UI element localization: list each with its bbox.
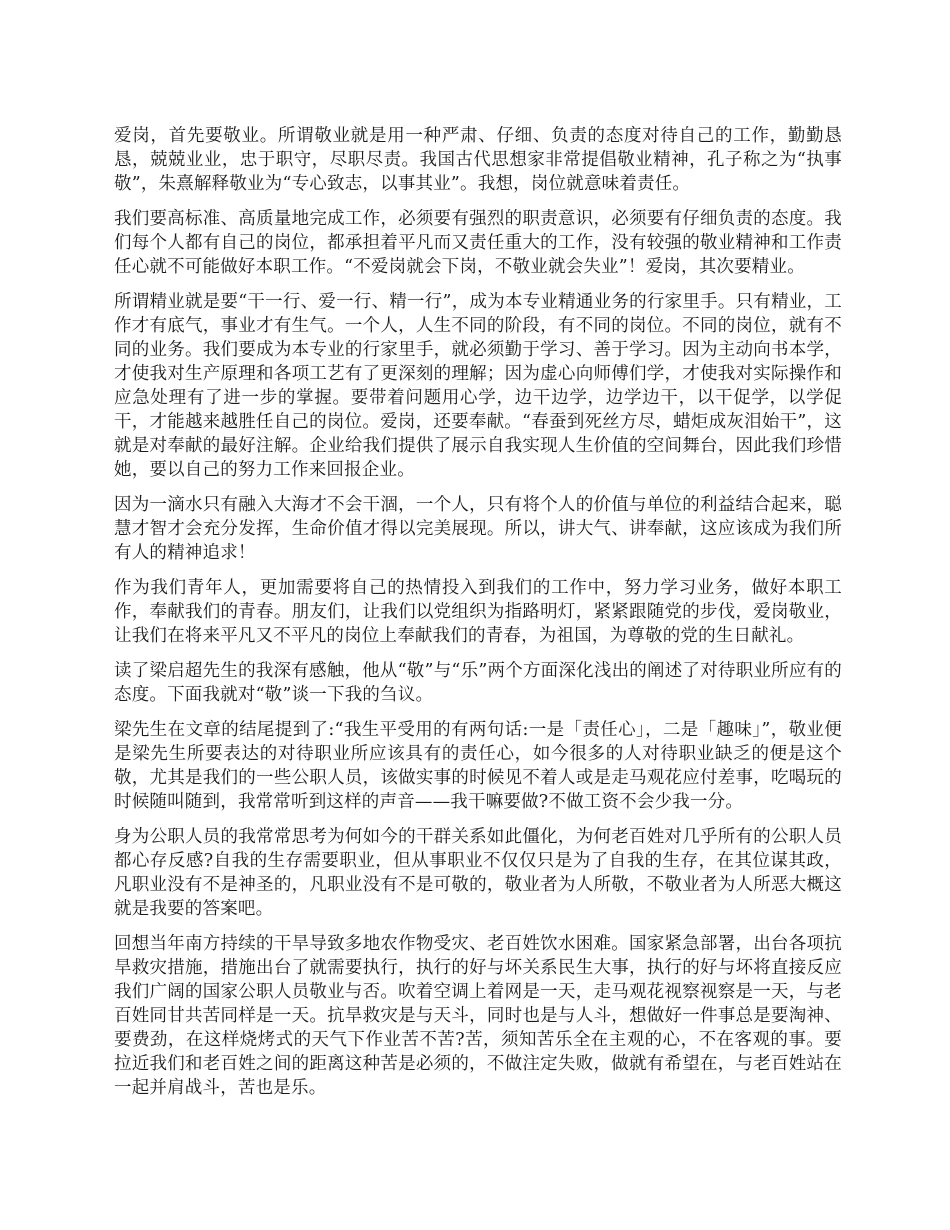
- paragraph: 梁先生在文章的结尾提到了:“我生平受用的有两句话:一是「责任心」，二是「趣味」”，敬业便是梁先生所要表达的对待职业所应该具有的责任心，如今很多的人对待职业缺乏的便是这个敬，尤其是我们的一些公职人员，该做实事的时候见不着人或是走马观花应付差事，吃喝玩的时候随叫随到，我常常听到这样的声音——我干嘛要做?不做工资不会少我一分。: [114, 720, 842, 812]
- document-body: [114, 124, 842, 1111]
- paragraph: 作为我们青年人，更加需要将自己的热情投入到我们的工作中，努力学习业务，做好本职工作，奉献我们的青春。朋友们，让我们以党组织为指路明灯，紧紧跟随党的步伐，爱岗敬业，让我们在将来平凡又不平凡的岗位上奉献我们的青春，为祖国，为尊敬的党的生日献礼。: [114, 578, 842, 646]
- paragraph: 身为公职人员的我常常思考为何如今的干群关系如此僵化，为何老百姓对几乎所有的公职人员都心存反感?自我的生存需要职业，但从事职业不仅仅只是为了自我的生存，在其位谋其政，凡职业没有不是神圣的，凡职业没有不是可敬的，敬业者为人所敬，不敬业者为人所恶大概这就是我要的答案吧。: [114, 827, 842, 919]
- paragraph: 爱岗，首先要敬业。所谓敬业就是用一种严肃、仔细、负责的态度对待自己的工作，勤勤恳恳，兢兢业业，忠于职守，尽职尽责。我国古代思想家非常提倡敬业精神，孔子称之为“执事敬”，朱熹解释敬业为“专心致志，以事其业”。我想，岗位就意味着责任。: [114, 126, 842, 194]
- paragraph: 因为一滴水只有融入大海才不会干涸，一个人，只有将个人的价值与单位的利益结合起来，聪慧才智才会充分发挥，生命价值才得以完美展现。所以，讲大气、讲奉献，这应该成为我们所有人的精神追求！: [114, 495, 842, 563]
- paragraph: 读了梁启超先生的我深有感触，他从“敬”与“乐”两个方面深化浅出的阐述了对待职业所应有的态度。下面我就对“敬”谈一下我的刍议。: [114, 661, 842, 705]
- paragraph: 所谓精业就是要“干一行、爱一行、精一行”，成为本专业精通业务的行家里手。只有精业，工作才有底气，事业才有生气。一个人，人生不同的阶段，有不同的岗位。不同的岗位，就有不同的业务。我们要成为本专业的行家里手，就必须勤于学习、善于学习。因为主动向书本学，才使我对生产原理和各项工艺有了更深刻的理解；因为虚心向师傅们学，才使我对实际操作和应急处理有了进一步的掌握。要带着问题用心学，边干边学，边学边干，以干促学，以学促干，才能越来越胜任自己的岗位。爱岗，还要奉献。“春蚕到死丝方尽，蜡炬成灰泪始干”，这就是对奉献的最好注解。企业给我们提供了展示自我实现人生价值的空间舞台，因此我们珍惜她，要以自己的努力工作来回报企业。: [114, 292, 842, 480]
- paragraph: 回想当年南方持续的干旱导致多地农作物受灾、老百姓饮水困难。国家紧急部署，出台各项抗旱救灾措施，措施出台了就需要执行，执行的好与坏关系民生大事，执行的好与坏将直接反应我们广阔的国家公职人员敬业与否。吹着空调上着网是一天，走马观花视察视察是一天，与老百姓同甘共苦同样是一天。抗旱救灾是与天斗，同时也是与人斗，想做好一件事总是要淘神、要费劲，在这样烧烤式的天气下作业苦不苦?苦，须知苦乐全在主观的心，不在客观的事。要拉近我们和老百姓之间的距离这种苦是必须的，不做注定失败，做就有希望在，与老百姓站在一起并肩战斗，苦也是乐。: [114, 934, 842, 1098]
- paragraph: 我们要高标准、高质量地完成工作，必须要有强烈的职责意识，必须要有仔细负责的态度。我们每个人都有自己的岗位，都承担着平凡而又责任重大的工作，没有较强的敬业精神和工作责任心就不可能做好本职工作。“不爱岗就会下岗，不敬业就会失业”！爱岗，其次要精业。: [114, 209, 842, 277]
